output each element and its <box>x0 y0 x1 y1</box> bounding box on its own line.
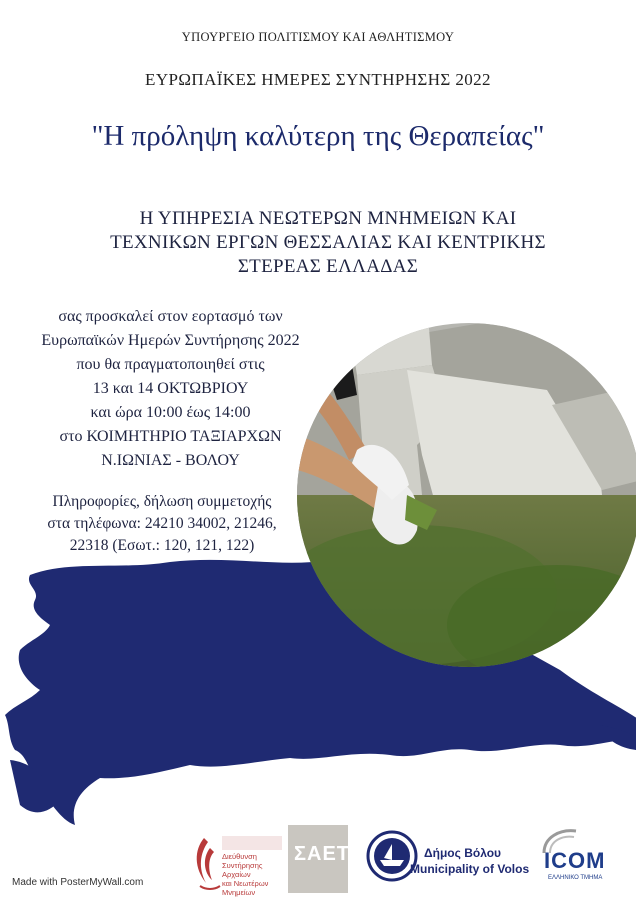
info-line: Πληροφορίες, δήλωση συμμετοχής <box>52 493 272 510</box>
service-name <box>40 207 616 279</box>
info-line: στα τηλέφωνα: 24210 34002, 21246, <box>47 515 277 532</box>
ministry-heading: ΥΠΟΥΡΓΕΙΟ ΠΟΛΙΤΙΣΜΟΥ ΚΑΙ ΑΘΛΗΤΙΣΜΟΥ <box>181 30 455 44</box>
invitation-line: 13 και 14 ΟΚΤΩΒΡΙΟΥ <box>92 380 249 397</box>
directorate-logo-text: Διεύθυνση Συντήρησης Αρχαίων και Νεωτέρων Μνημείων <box>222 852 269 897</box>
icom-sub-text: ΕΛΛΗΝΙΚΟ ΤΜΗΜΑ <box>548 875 603 881</box>
service-line: Η ΥΠΗΡΕΣΙΑ ΝΕΩΤΕΡΩΝ ΜΝΗΜΕΙΩΝ ΚΑΙ <box>139 208 517 229</box>
icom-logo-text: ICOM <box>544 848 606 873</box>
cemetery-photo <box>297 295 636 695</box>
info-line: 22318 (Εσωτ.: 120, 121, 122) <box>69 537 255 554</box>
event-heading: ΕΥΡΩΠΑΪΚΕΣ ΗΜΕΡΕΣ ΣΥΝΤΗΡΗΣΗΣ 2022 <box>145 70 491 89</box>
contact-info <box>12 491 312 557</box>
service-line: ΣΤΕΡΕΑΣ ΕΛΛΑΔΑΣ <box>237 256 419 277</box>
invitation-line: σας προσκαλεί στον εορτασμό των <box>58 308 283 325</box>
invitation-line: και ώρα 10:00 έως 14:00 <box>90 404 251 421</box>
slogan-title: "Η πρόληψη καλύτερη της Θεραπείας" <box>91 120 545 152</box>
invitation-text <box>8 305 333 473</box>
service-line: ΤΕΧΝΙΚΩΝ ΕΡΓΩΝ ΘΕΣΣΑΛΙΑΣ ΚΑΙ ΚΕΝΤΡΙΚΗΣ <box>110 232 546 253</box>
saet-logo: ΣΑΕΤ <box>288 825 348 893</box>
invitation-line: στο ΚΟΙΜΗΤΗΡΙΟ ΤΑΞΙΑΡΧΩΝ <box>59 428 282 445</box>
logo-strip <box>0 820 636 900</box>
invitation-line: που θα πραγματοποιηθεί στις <box>76 356 265 373</box>
invitation-line: Ευρωπαϊκών Ημερών Συντήρησης 2022 <box>41 332 300 349</box>
municipality-name-gr: Δήμος Βόλου <box>424 846 502 860</box>
municipality-name-en: Municipality of Volos <box>410 862 530 876</box>
made-with-credit: Made with PosterMyWall.com <box>12 877 144 888</box>
invitation-line: Ν.ΙΩΝΙΑΣ - ΒΟΛΟΥ <box>101 452 240 469</box>
